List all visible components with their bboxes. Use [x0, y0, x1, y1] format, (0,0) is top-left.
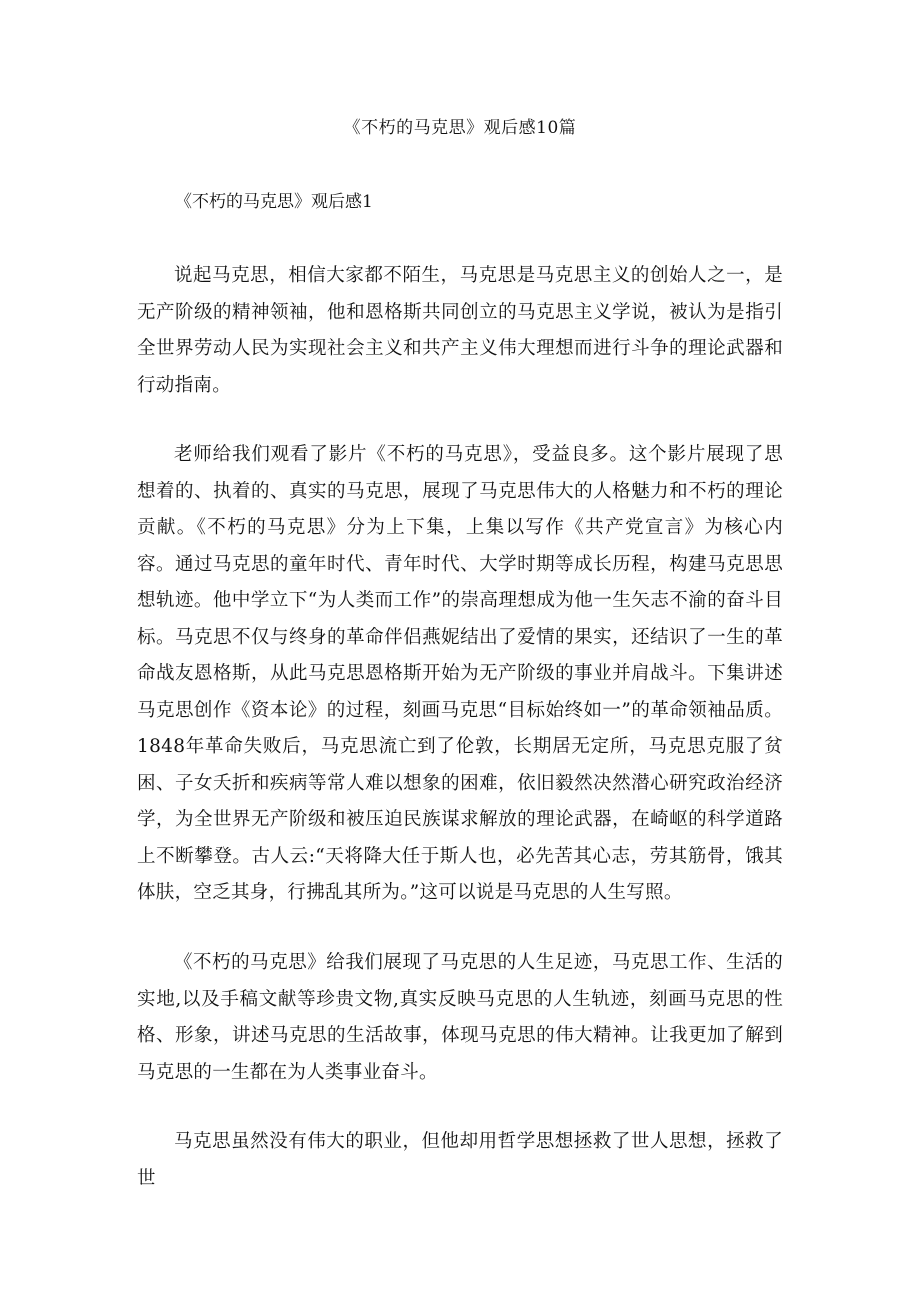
- document-title: 《不朽的马克思》观后感10篇: [343, 118, 577, 138]
- paragraph-4: 马克思虽然没有伟大的职业，但他却用哲学思想拯救了世人思想，拯救了世: [137, 1131, 783, 1189]
- section-title: 《不朽的马克思》观后感1: [175, 192, 373, 212]
- paragraph-2: 老师给我们观看了影片《不朽的马克思》，受益良多。这个影片展现了思想着的、执着的、真实的马克思，展现了马克思伟大的人格魅力和不朽的理论贡献。《不朽的马克思》分为上下集，上集以写作《共产党宣言》为核心内容。通过马克思的童年时代、青年时代、大学时期等成长历程，构建马克思思想轨迹。他中学立下“为人类而工作”的崇高理想成为他一生矢志不渝的奋斗目标。马克思不仅与终身的革命伴侣燕妮结出了爱情的果实，还结识了一生的革命战友恩格斯，从此马克思恩格斯开始为无产阶级的事业并肩战斗。下集讲述马克思创作《资本论》的过程，刻画马克思“目标始终如一”的革命领袖品质。1848年革命失败后，马克思流亡到了伦敦，长期居无定所，马克思克服了贫困、子女夭折和疾病等常人难以想象的困难，依旧毅然决然潜心研究政治经济学，为全世界无产阶级和被压迫民族谋求解放的理论武器，在崎岖的科学道路上不断攀登。古人云:“天将降大任于斯人也，必先苦其心志，劳其筋骨，饿其体肤，空乏其身，行拂乱其所为。”这可以说是马克思的人生写照。: [137, 444, 783, 903]
- paragraph-3: 《不朽的马克思》给我们展现了马克思的人生足迹，马克思工作、生活的实地,以及手稿文献等珍贵文物,真实反映马克思的人生轨迹，刻画马克思的性格、形象，讲述马克思的生活故事，体现马克思的伟大精神。让我更加了解到马克思的一生都在为人类事业奋斗。: [137, 952, 783, 1083]
- paragraph-1: 说起马克思，相信大家都不陌生，马克思是马克思主义的创始人之一，是无产阶级的精神领袖，他和恩格斯共同创立的马克思主义学说，被认为是指引全世界劳动人民为实现社会主义和共产主义伟大理想而进行斗争的理论武器和行动指南。: [137, 265, 783, 396]
